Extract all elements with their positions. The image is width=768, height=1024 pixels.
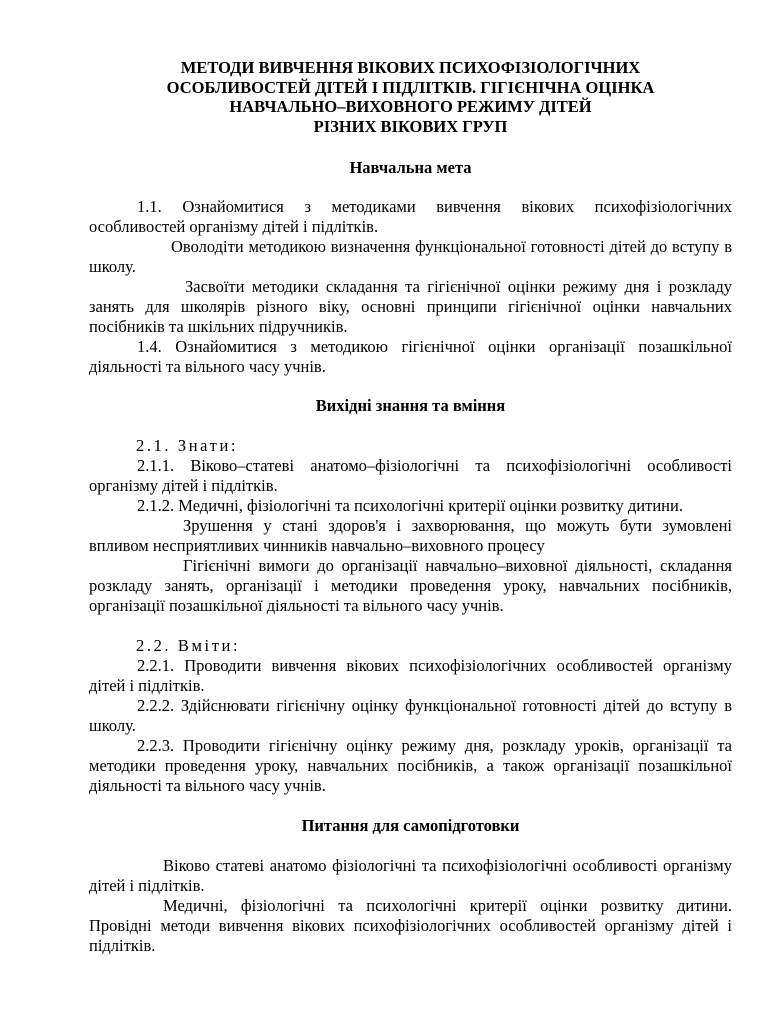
know-item-3: Зрушення у стані здоров'я і захворювання, що можуть бути зумовлені впливом несприятливих чинників навчально–виховного процесу [89, 516, 732, 555]
question-paragraph-1: Віково статеві анатомо фізіологічні та психофізіологічні особливості організму дітей і підлітків. [89, 856, 732, 895]
question-paragraph-2: Медичні, фізіологічні та психологічні критерії оцінки розвитку дитини. Провідні методи вивчення вікових психофізіологічних особливостей організму дітей і підлітків. [89, 896, 732, 955]
skills-item-2: 2.2.2. Здійснювати гігієнічну оцінку функціональної готовності дітей до вступу в школу. [89, 696, 732, 735]
know-item-4: Гігієнічні вимоги до організації навчально–виховної діяльності, складання розкладу занять, організації і методики проведення уроку, навчальних посібників, організації позашкільної діяльності та вільного часу учнів. [89, 556, 732, 615]
document-page [89, 58, 732, 956]
goal-paragraph-4: 1.4. Ознайомитися з методикою гігієнічної оцінки організації позашкільної діяльності та вільного часу учнів. [89, 337, 732, 376]
goal-paragraph-1: 1.1. Ознайомитися з методиками вивчення вікових психофізіологічних особливостей організму дітей і підлітків. [89, 197, 732, 236]
know-item-2: 2.1.2. Медичні, фізіологічні та психологічні критерії оцінки розвитку дитини. [137, 496, 683, 515]
section-heading-prerequisites: Вихідні знання та вміння [315, 396, 506, 415]
title-line-3: НАВЧАЛЬНО–ВИХОВНОГО РЕЖИМУ ДІТЕЙ [229, 97, 592, 116]
goal-paragraph-3: Засвоїти методики складання та гігієнічної оцінки режиму дня і розкладу занять для школярів різного віку, основні принципи гігієнічної оцінки навчальних посібників та шкільних підручників. [89, 277, 732, 336]
title-line-4: РІЗНИХ ВІКОВИХ ГРУП [313, 116, 508, 136]
skills-item-1: 2.2.1. Проводити вивчення вікових психофізіологічних особливостей організму дітей і підлітків. [89, 656, 732, 695]
skills-label: 2.2. Вміти: [136, 636, 241, 655]
document-title [89, 58, 732, 136]
skills-item-3: 2.2.3. Проводити гігієнічну оцінку режиму дня, розкладу уроків, організації та методики проведення уроку, навчальних посібників, а також організації позашкільної діяльності та вільного часу учнів. [89, 736, 732, 795]
know-item-1: 2.1.1. Віково–статеві анатомо–фізіологічні та психофізіологічні особливості організму дітей і підлітків. [89, 456, 732, 495]
title-line-2: ОСОБЛИВОСТЕЙ ДІТЕЙ І ПІДЛІТКІВ. ГІГІЄНІЧНА ОЦІНКА [166, 77, 655, 97]
section-heading-goals: Навчальна мета [349, 158, 472, 177]
goal-paragraph-2: Оволодіти методикою визначення функціональної готовності дітей до вступу в школу. [89, 237, 732, 276]
title-line-1: МЕТОДИ ВИВЧЕННЯ ВІКОВИХ ПСИХОФІЗІОЛОГІЧНИХ [180, 58, 641, 77]
section-heading-self-study: Питання для самопідготовки [301, 816, 520, 835]
know-label: 2.1. Знати: [136, 436, 239, 455]
